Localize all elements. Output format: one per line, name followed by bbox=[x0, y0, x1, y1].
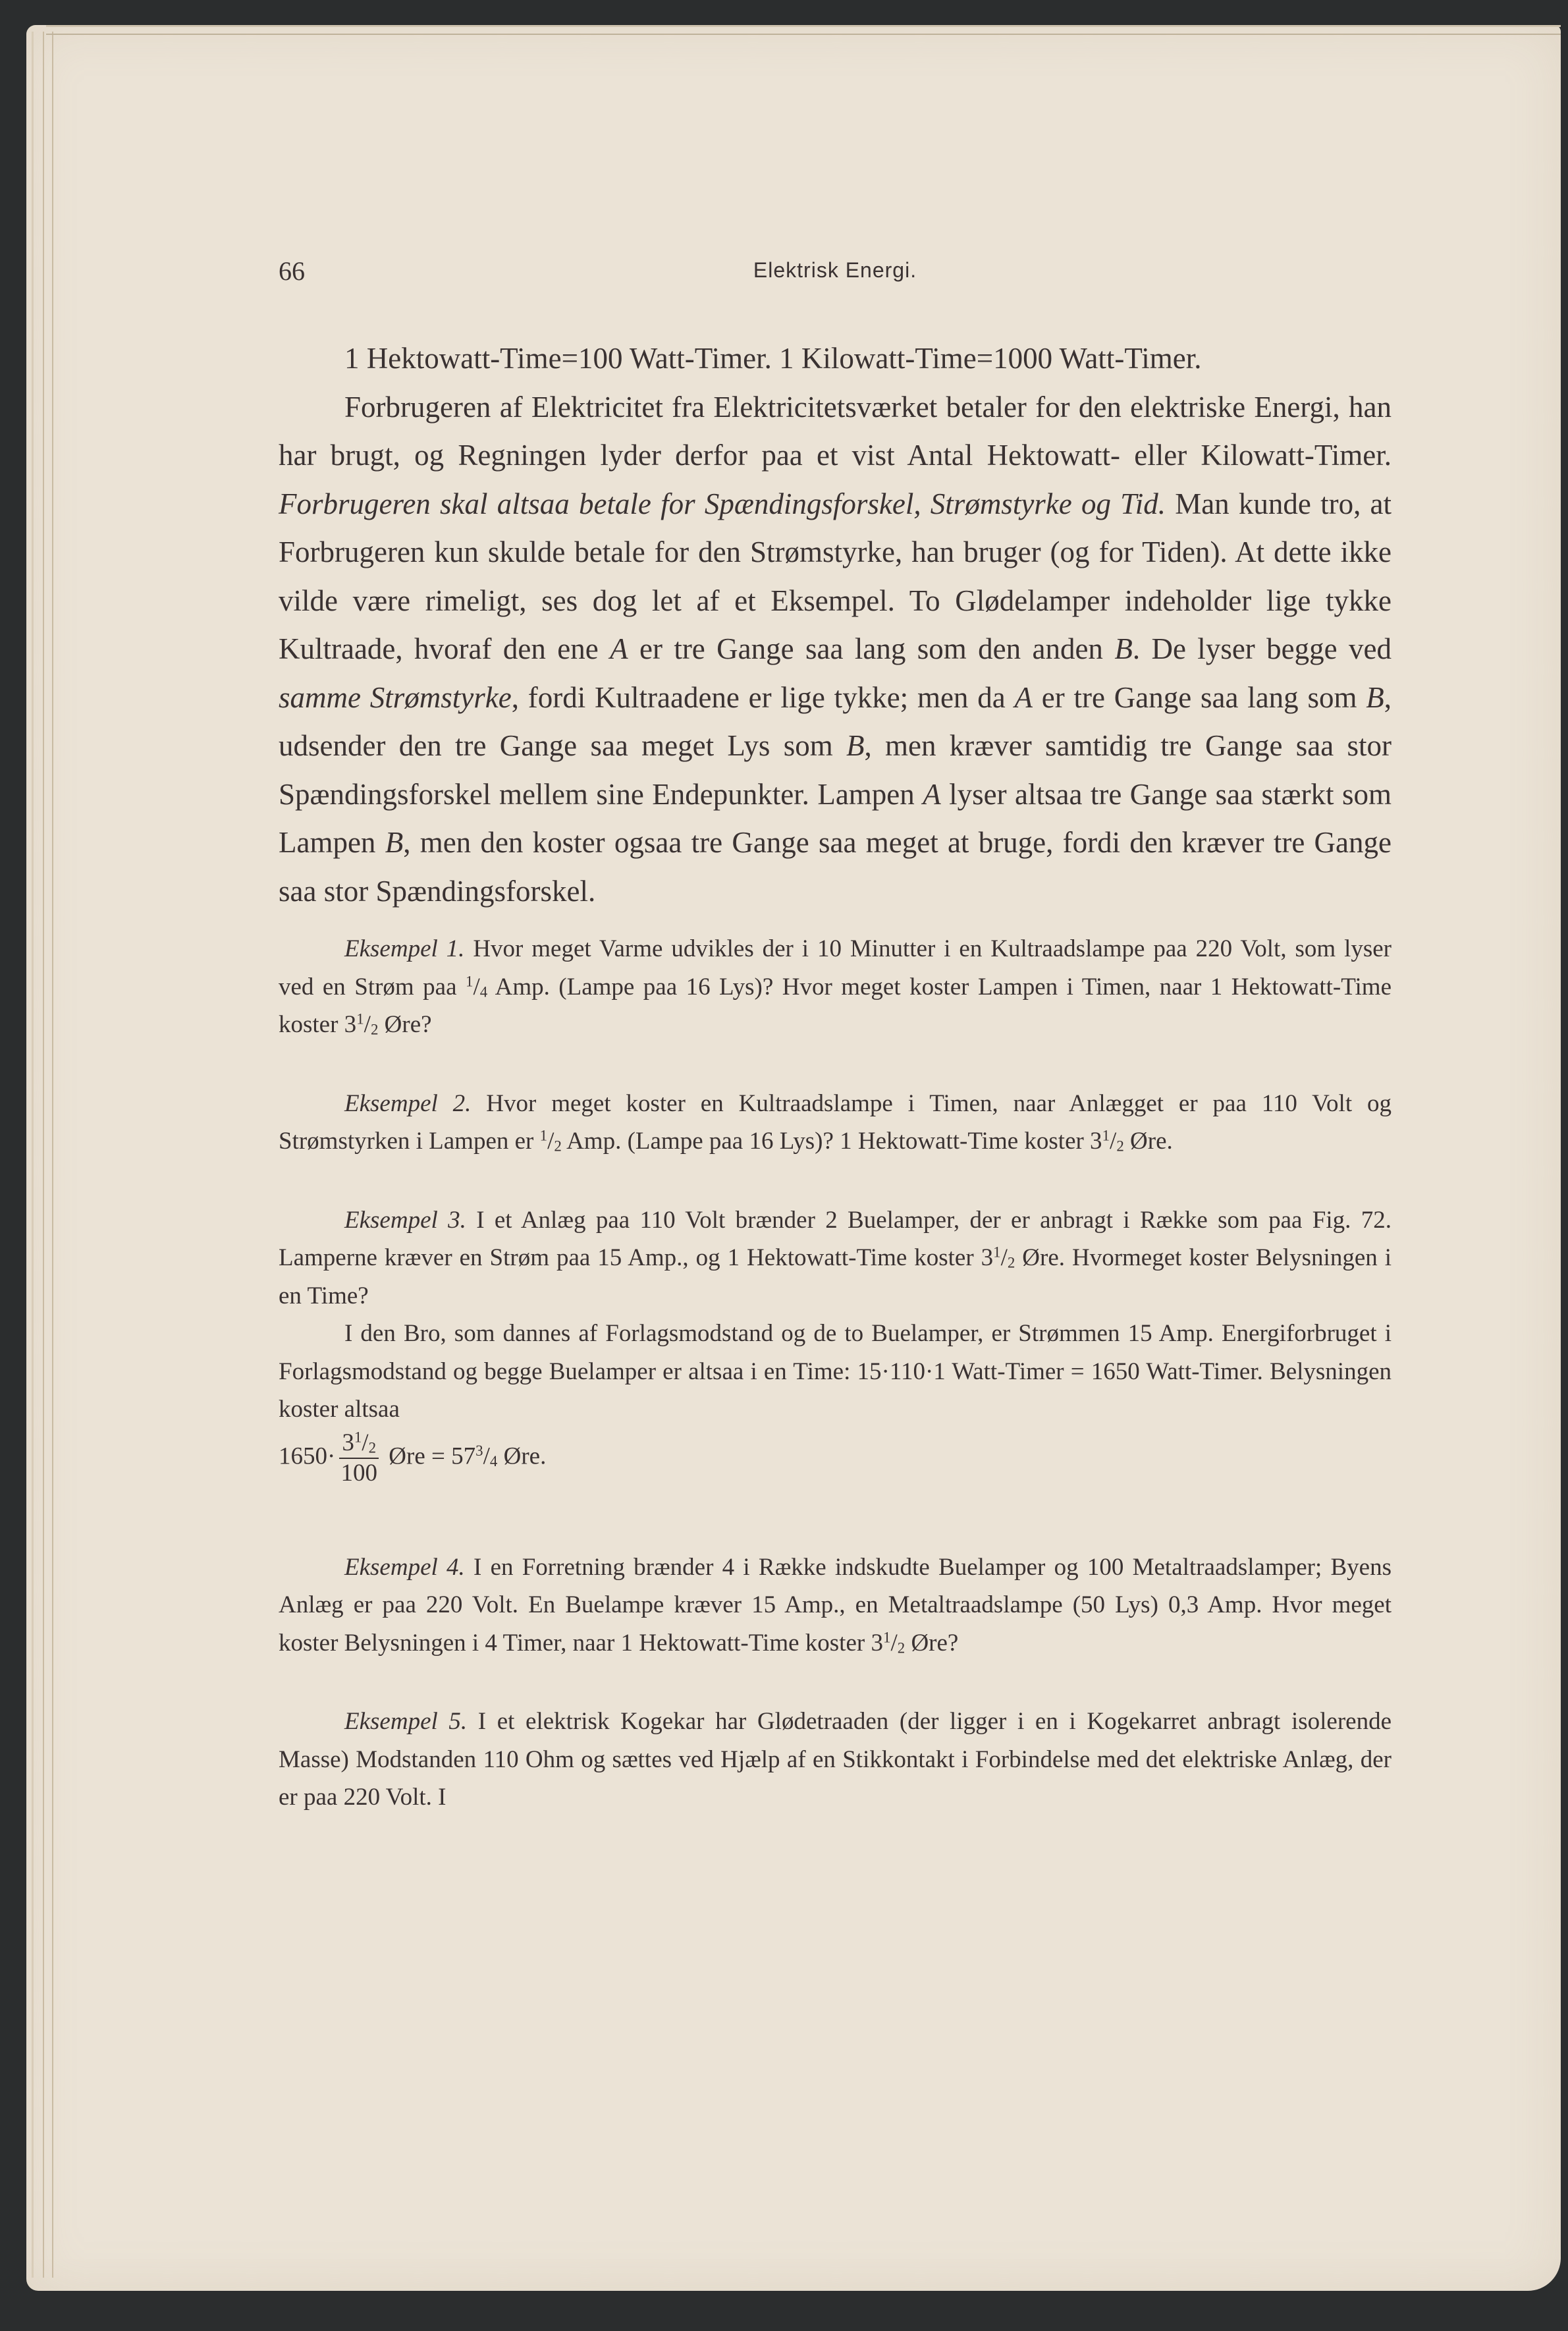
fraction-denominator: 2 bbox=[1116, 1138, 1124, 1155]
emphasis-text: samme Strømstyrke bbox=[279, 680, 512, 714]
symbol-A: A bbox=[610, 632, 628, 665]
example-3-solution: I den Bro, som dannes af Forlagsmodstand og de to Buelamper, er Strømmen 15 Amp. Energiforbruget i Forlagsmodstand og begge Buelamper er altsaa i en Time: 15·110·1 Watt-Timer = 1650 Watt-Timer. Belysningen koster altsaa bbox=[279, 1320, 1392, 1423]
example-label: Eksempel 5. bbox=[344, 1708, 468, 1735]
example-3-text: Eksempel 3. I et Anlæg paa 110 Volt brænder 2 Buelamper, der er anbragt i Række som paa Fig. 72. Lamperne kræver en Strøm paa 15 Amp., og 1 Hektowatt-Time koster $3^1/_2$ Øre. Hvormeget koster Belysningen i en Time? bbox=[279, 1206, 1392, 1309]
example-3 bbox=[279, 1201, 1392, 1429]
example-2 bbox=[279, 1085, 1392, 1161]
main-text bbox=[279, 335, 1392, 916]
body-text bbox=[279, 335, 1392, 1857]
page-top-edge bbox=[46, 25, 1561, 35]
page-header bbox=[279, 256, 1392, 295]
text-run: I et elektrisk Kogekar har Glødetraaden (der ligger i en i Kogekarret anbragt isolerende Masse) Modstanden 110 Ohm og sættes ved Hjælp af en Stikkontakt i Forbindelse med det elektriske Anlæg, der er paa 220 Volt. I bbox=[279, 1708, 1392, 1811]
text-run: , fordi Kultraadene er lige tykke; men da bbox=[511, 680, 1015, 714]
fraction-denominator: 4 bbox=[489, 1452, 498, 1469]
text-run: I en Forretning brænder 4 i Række indskudte Buelamper og 100 Metaltraadslamper; Byens Anlæg er paa 220 Volt. En Buelampe kræver 15 Amp., en Metaltraadslampe (50 Lys) 0,3 Amp. Hvor meget koster Belysningen i 4 Timer, naar 1 Hektowatt-Time koster 3 bbox=[279, 1553, 1392, 1657]
example-1 bbox=[279, 930, 1392, 1044]
example-4-text: Eksempel 4. I en Forretning brænder 4 i Række indskudte Buelamper og 100 Metaltraadslamper; Byens Anlæg er paa 220 Volt. En Buelampe kræver 15 Amp., en Metaltraadslampe (50 Lys) 0,3 Amp. Hvor meget koster Belysningen i 4 Timer, naar 1 Hektowatt-Time koster $3^1/_2$ Øre? bbox=[279, 1553, 1392, 1657]
symbol-B: B bbox=[1114, 632, 1133, 665]
text-run: Øre. Hvormeget koster Belysningen i en Time? bbox=[279, 1244, 1392, 1309]
text-run: Hvor meget Varme udvikles der i 10 Minutter i en Kultraadslampe paa 220 Volt, som lyser ved en Strøm paa bbox=[279, 935, 1392, 1001]
fraction-numerator: 1 bbox=[1102, 1127, 1110, 1144]
fraction-numerator: 3 bbox=[475, 1442, 483, 1459]
fraction-numerator: 1 bbox=[354, 1428, 362, 1445]
symbol-B: B bbox=[385, 826, 404, 859]
symbol-A: A bbox=[1014, 680, 1033, 714]
example-4 bbox=[279, 1549, 1392, 1662]
fraction-numerator: 1 bbox=[882, 1628, 891, 1645]
text-run: I et Anlæg paa 110 Volt brænder 2 Buelamper, der er anbragt i Række som paa Fig. 72. Lamperne kræver en Strøm paa 15 Amp., og 1 Hektowatt-Time koster 3 bbox=[279, 1206, 1392, 1271]
example-5-text bbox=[279, 1703, 1392, 1817]
example-1-text: Eksempel 1. Hvor meget Varme udvikles der i 10 Minutter i en Kultraadslampe paa 220 Volt, som lyser ved en Strøm paa $^1/_4$ Amp. (Lampe paa 16 Lys)? Hvor meget koster Lampen i Timen, naar 1 Hektowatt-Time koster $3^1/_2$ Øre? bbox=[279, 935, 1392, 1038]
text-run: Hvor meget koster en Kultraadslampe i Timen, naar Anlægget er paa 110 Volt og Strømstyrken i Lampen er bbox=[279, 1089, 1392, 1155]
fraction-numerator: 1 bbox=[465, 972, 473, 989]
text-run: Øre. bbox=[1123, 1128, 1173, 1155]
page-number: 66 bbox=[279, 256, 305, 286]
fraction-denominator: 2 bbox=[554, 1138, 562, 1155]
symbol-B: B bbox=[846, 729, 865, 762]
example-5 bbox=[279, 1703, 1392, 1817]
text-run: Man kunde tro, at Forbrugeren kun skulde betale for den Strømstyrke, han bruger (og for Tiden). At dette ikke vilde være rimeligt, ses dog let af et Eksempel. To Glødelamper indeholder lige tykke Kultraade, hvoraf den ene bbox=[279, 487, 1392, 665]
example-label: Eksempel 2. bbox=[344, 1089, 472, 1117]
formula-fraction bbox=[339, 1429, 379, 1488]
fraction-denominator: 2 bbox=[897, 1639, 906, 1656]
formula-middle: Øre = 57 bbox=[383, 1442, 476, 1469]
running-title: Elektrisk Energi. bbox=[753, 258, 917, 282]
text-run: , men den koster ogsaa tre Gange saa meget at bruge, fordi den kræver tre Gange saa stor Spændingsforskel. bbox=[279, 826, 1392, 908]
numerator-whole: 3 bbox=[342, 1429, 354, 1456]
text-run: er tre Gange saa lang som bbox=[1032, 680, 1366, 714]
text-run: er tre Gange saa lang som den anden bbox=[628, 632, 1115, 665]
fraction-denominator: 2 bbox=[1007, 1254, 1015, 1271]
formula-numerator: $3^1/_2$ bbox=[339, 1429, 379, 1459]
text-run: lyser altsaa tre Gange saa stærkt som Lampen bbox=[279, 777, 1392, 859]
fraction-denominator: 4 bbox=[479, 983, 488, 1000]
text-run: Øre? bbox=[378, 1011, 432, 1038]
fraction-denominator: 2 bbox=[370, 1021, 379, 1038]
example-label: Eksempel 4. bbox=[344, 1553, 465, 1581]
fraction-numerator: 1 bbox=[539, 1127, 548, 1144]
text-run: Øre? bbox=[905, 1629, 959, 1657]
text-run: , men kræver samtidig tre Gange saa stor Spændingsforskel mellem sine Endepunkter. Lampen bbox=[279, 729, 1392, 811]
example-label: Eksempel 1. bbox=[344, 935, 465, 962]
example-3-formula: 1650· $\frac{3^1/_2}{100}$ Øre = $57^3/_4$ Øre. bbox=[279, 1428, 547, 1487]
text-run: Amp. (Lampe paa 16 Lys)? Hvor meget koster Lampen i Timen, naar 1 Hektowatt-Time koster 3 bbox=[279, 973, 1392, 1038]
emphasis-text: Forbrugeren skal altsaa betale for Spændingsforskel, Strømstyrke og Tid. bbox=[279, 487, 1166, 520]
formula-lead: 1650· bbox=[279, 1442, 336, 1469]
fraction-numerator: 1 bbox=[356, 1010, 364, 1028]
text-run: . De lyser begge ved bbox=[1132, 632, 1392, 665]
fraction-denominator: 2 bbox=[368, 1439, 377, 1456]
examples-section bbox=[279, 930, 1392, 1817]
paragraph-units bbox=[279, 335, 1392, 383]
formula-tail: Øre. bbox=[497, 1442, 547, 1469]
symbol-B: B bbox=[1366, 680, 1384, 714]
symbol-A: A bbox=[923, 777, 941, 811]
units-text: 1 Hektowatt-Time=100 Watt-Timer. 1 Kilowatt-Time=1000 Watt-Timer. bbox=[344, 342, 1202, 375]
example-label: Eksempel 3. bbox=[344, 1206, 466, 1234]
text-run: Amp. (Lampe paa 16 Lys)? 1 Hektowatt-Time koster 3 bbox=[561, 1128, 1102, 1155]
page-edge-stack bbox=[32, 32, 73, 2278]
example-2-text: Eksempel 2. Hvor meget koster en Kultraadslampe i Timen, naar Anlægget er paa 110 Volt og Strømstyrken i Lampen er $^1/_2$ Amp. (Lampe paa 16 Lys)? 1 Hektowatt-Time koster $3^1/_2$ Øre. bbox=[279, 1089, 1392, 1155]
text-run: , udsender den tre Gange saa meget Lys som bbox=[279, 680, 1392, 762]
fraction-numerator: 1 bbox=[993, 1244, 1001, 1261]
text-run: Forbrugeren af Elektricitet fra Elektricitetsværket betaler for den elektriske Energi, han har brugt, og Regningen lyder derfor paa et vist Antal Hektowatt- eller Kilowatt-Timer. bbox=[279, 390, 1392, 472]
formula-denominator: 100 bbox=[340, 1459, 377, 1487]
paragraph-billing bbox=[279, 383, 1392, 916]
